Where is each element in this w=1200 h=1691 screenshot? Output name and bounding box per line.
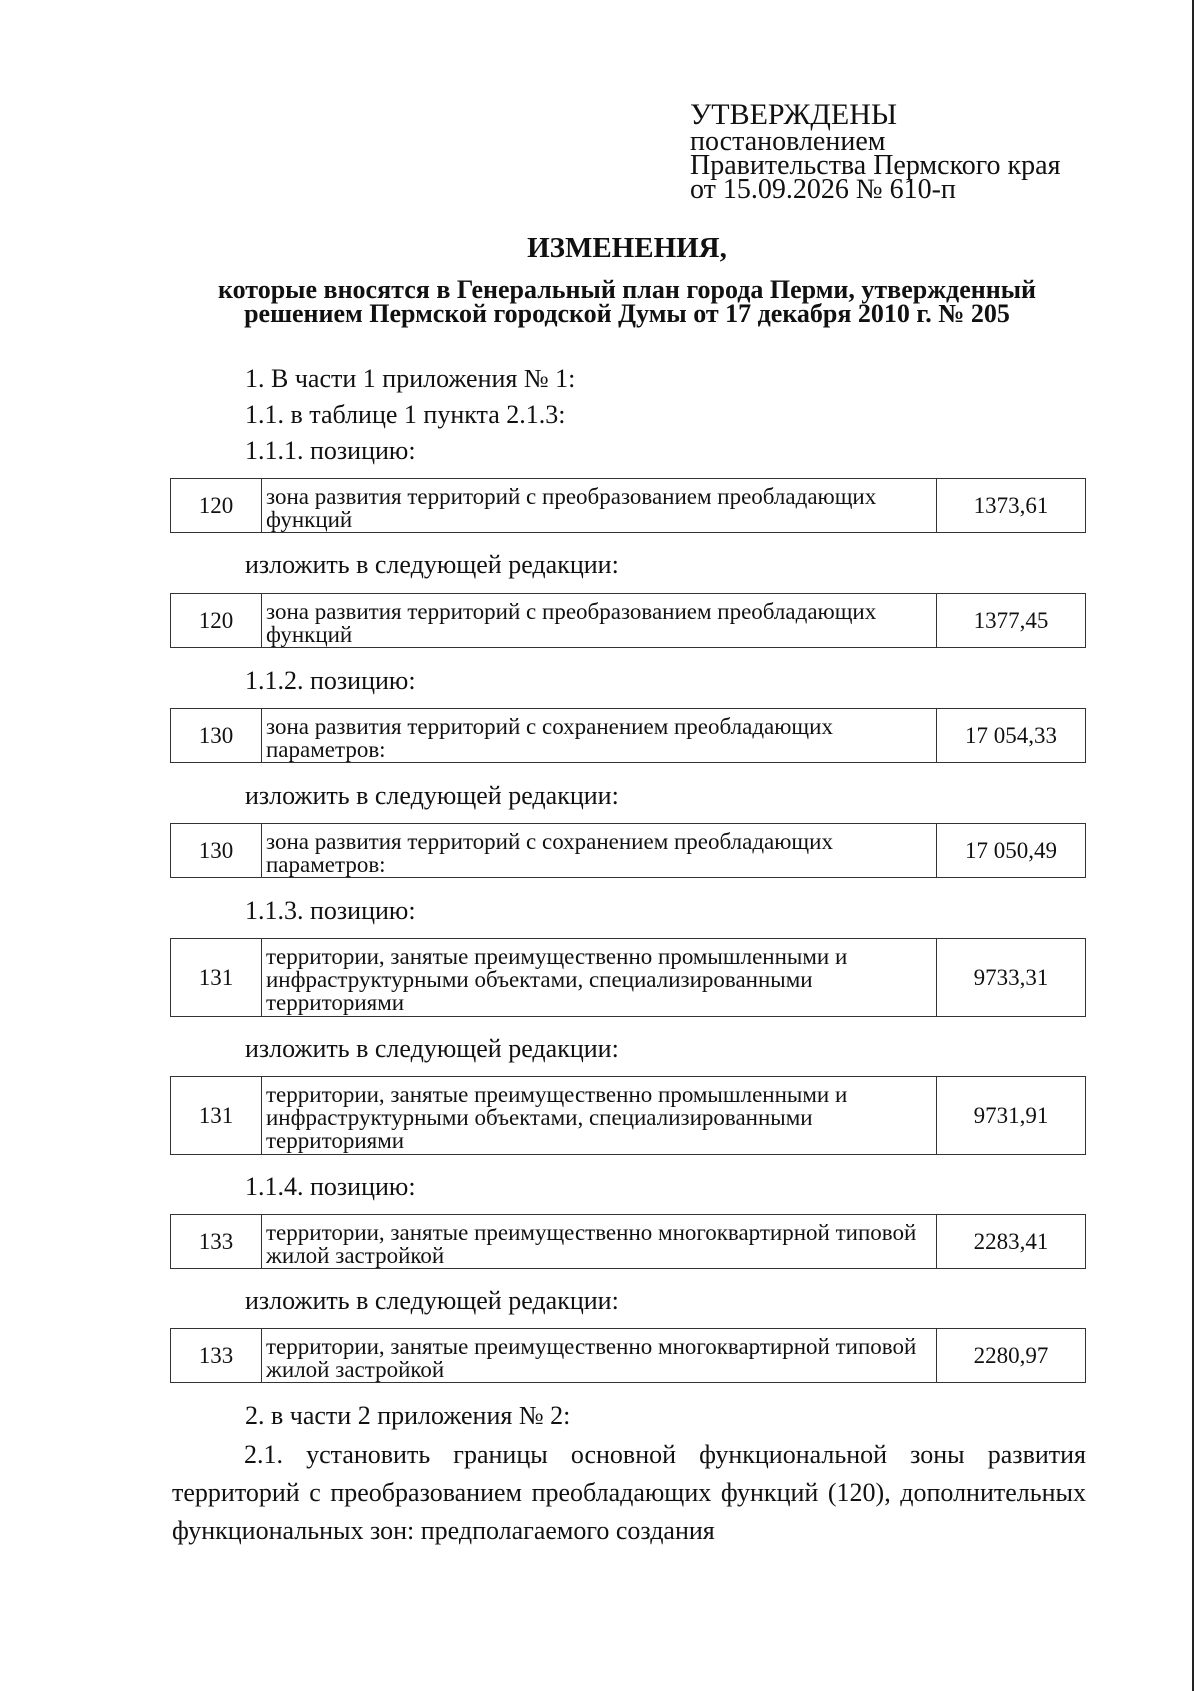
title-sub-2: решением Пермской городской Думы от 17 декабря 2010 г. № 205	[244, 299, 1010, 328]
table-row	[170, 1076, 1086, 1155]
row-code: 131	[171, 939, 262, 1016]
replace-note: изложить в следующей редакции:	[245, 1034, 619, 1063]
row-value: 9731,91	[973, 1102, 1049, 1128]
replace-note: изложить в следующей редакции:	[245, 1286, 619, 1315]
row-text: зона развития территорий с преобразованием преобладающих функций	[262, 594, 937, 647]
row-code: 130	[171, 824, 262, 877]
row-code: 131	[171, 1077, 262, 1154]
approval-line-1: УТВЕРЖДЕНЫ	[690, 98, 898, 131]
approval-line-2: постановлением	[690, 126, 886, 157]
item-1-1-1: 1.1.1. позицию:	[245, 436, 416, 465]
row-text: территории, занятые преимущественно промышленными и инфраструктурными объектами, специализированными территориями	[262, 939, 937, 1016]
item-1: 1. В части 1 приложения № 1:	[245, 364, 576, 393]
row-text: зона развития территорий с сохранением преобладающих параметров:	[262, 709, 937, 762]
replace-note: изложить в следующей редакции:	[245, 550, 619, 579]
approval-stamp	[690, 98, 1061, 205]
item-1-1-2: 1.1.2. позицию:	[245, 666, 416, 695]
title-main: ИЗМЕНЕНИЯ,	[527, 232, 727, 264]
row-text: территории, занятые преимущественно промышленными и инфраструктурными объектами, специализированными территориями	[262, 1077, 937, 1154]
row-code: 120	[171, 594, 262, 647]
table-row	[170, 823, 1086, 878]
row-text: зона развития территорий с сохранением преобладающих параметров:	[262, 824, 937, 877]
item-1-1-3: 1.1.3. позицию:	[245, 896, 416, 925]
approval-line-4: от 15.09.2026 № 610-п	[690, 174, 956, 205]
table-row	[170, 708, 1086, 763]
table-row	[170, 938, 1086, 1017]
table-row	[170, 1328, 1086, 1383]
row-value: 1377,45	[973, 607, 1049, 633]
row-value: 17 050,49	[965, 837, 1057, 863]
table-row	[170, 1214, 1086, 1269]
approval-line-3: Правительства Пермского края	[690, 150, 1061, 181]
item-1-1-4: 1.1.4. позицию:	[245, 1172, 416, 1201]
item-2: 2. в части 2 приложения № 2:	[245, 1401, 571, 1430]
row-value: 1373,61	[973, 492, 1049, 518]
row-text: территории, занятые преимущественно многоквартирной типовой жилой застройкой	[262, 1329, 937, 1382]
document-title	[170, 228, 1084, 326]
row-code: 130	[171, 709, 262, 762]
row-code: 120	[171, 479, 262, 532]
row-code: 133	[171, 1215, 262, 1268]
paragraph-2-1	[172, 1436, 1086, 1550]
row-value: 2280,97	[973, 1342, 1049, 1368]
title-sub-1: которые вносятся в Генеральный план города Перми, утвержденный	[218, 275, 1036, 304]
table-row	[170, 478, 1086, 533]
row-value: 17 054,33	[965, 722, 1057, 748]
replace-note: изложить в следующей редакции:	[245, 781, 619, 810]
row-text: зона развития территорий с преобразованием преобладающих функций	[262, 479, 937, 532]
paragraph-text: 2.1. установить границы основной функциональной зоны развития территорий с преобразованием преобладающих функций (120), дополнительных функциональных зон: предполагаемого создания	[172, 1440, 1086, 1545]
row-value: 2283,41	[973, 1228, 1049, 1254]
row-text: территории, занятые преимущественно многоквартирной типовой жилой застройкой	[262, 1215, 937, 1268]
table-row	[170, 593, 1086, 648]
page-edge	[1192, 0, 1194, 1691]
row-code: 133	[171, 1329, 262, 1382]
item-1-1: 1.1. в таблице 1 пункта 2.1.3:	[245, 400, 566, 429]
row-value: 9733,31	[973, 964, 1049, 990]
